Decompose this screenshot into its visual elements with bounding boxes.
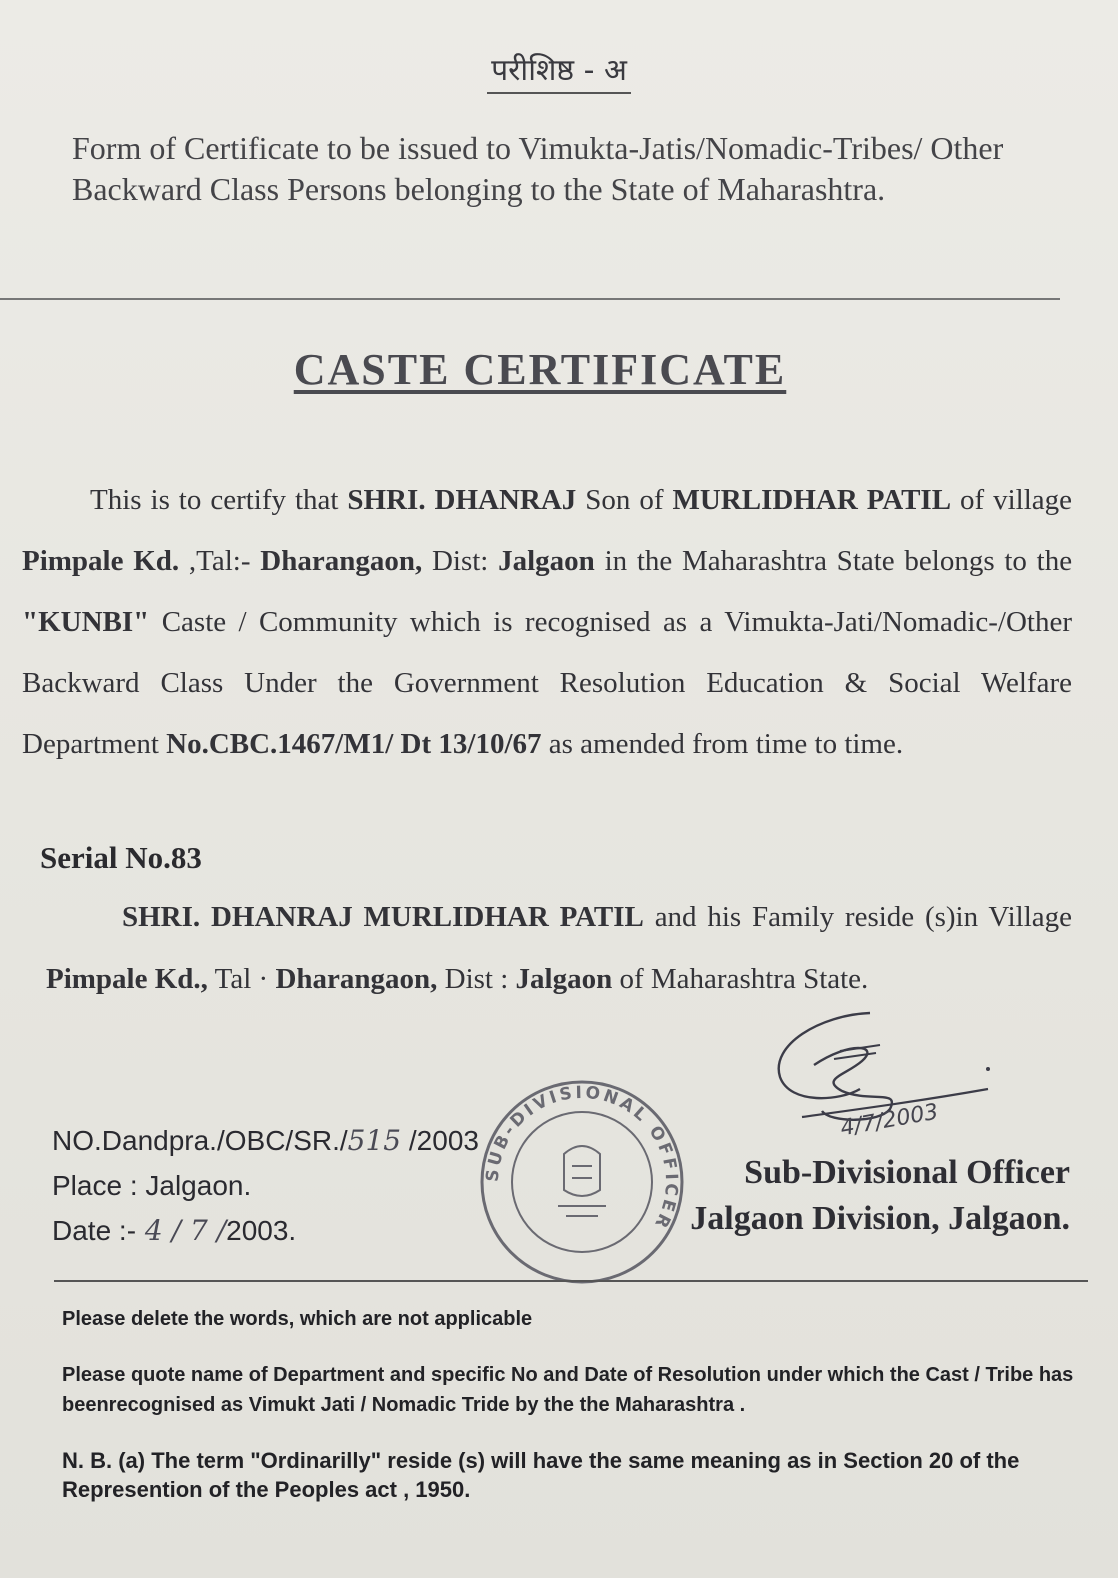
divider-top (0, 298, 1060, 300)
seal-text: SUB-DIVISIONAL OFFICER (482, 1082, 682, 1234)
taluka-name: Dharangaon, (260, 545, 423, 577)
reference-block (52, 1118, 522, 1253)
issue-date: Date :- 4 / 7 /2003. (52, 1214, 297, 1247)
father-name: MURLIDHAR PATIL (672, 484, 952, 516)
district-name: Jalgaon (498, 545, 595, 577)
note-quote-department: Please quote name of Department and specific No and Date of Resolution under which the Cast / Tribe has beenrecognised as Vimukt Jati / Nomadic Tride by the the Maharashtra . (62, 1364, 1074, 1416)
office: Jalgaon Division, Jalgaon. (690, 1200, 1070, 1237)
village-name: Pimpale Kd. (22, 545, 180, 577)
certification-paragraph: This is to certify that SHRI. DHANRAJ Son of MURLIDHAR PATIL of village Pimpale Kd. ,Tal:- Dharangaon, Dist: Jalgaon in the Maharashtra State belongs to the "KUNBI" Caste / Community which is recognised as a Vimukta-Jati/Nomadic-/Other Backward Class Under the Government Resolution Education & Social Welfare Department No.CBC.1467/M1/ Dt 13/10/67 as amended from time to time. (22, 484, 1073, 760)
reference-number: NO.Dandpra./OBC/SR./515 /2003 (52, 1124, 479, 1157)
place: Place : Jalgaon. (52, 1170, 252, 1201)
emblem-icon (558, 1146, 606, 1216)
full-name: SHRI. DHANRAJ MURLIDHAR PATIL (122, 901, 644, 933)
holder-name: SHRI. DHANRAJ (347, 484, 577, 516)
certificate-heading: CASTE CERTIFICATE (293, 345, 787, 394)
annexure-label: परीशिष्ठ - अ (0, 48, 1118, 89)
signatory-block (600, 1150, 1070, 1242)
resolution-number: No.CBC.1467/M1/ Dt 13/10/67 (166, 728, 542, 760)
form-title: Form of Certificate to be issued to Vimukta-Jatis/Nomadic-Tribes/ Other Backward Class Persons belonging to the State of Maharashtra. (72, 130, 1004, 207)
designation: Sub-Divisional Officer (744, 1154, 1070, 1191)
footnotes (62, 1304, 1082, 1530)
note-delete-words: Please delete the words, which are not applicable (62, 1308, 533, 1330)
signature-date: 4/7/2003 (838, 1099, 941, 1142)
serial-number: Serial No.83 (40, 840, 202, 875)
residence-paragraph: SHRI. DHANRAJ MURLIDHAR PATIL and his Family reside (s)in Village Pimpale Kd., Tal · Dharangaon, Dist : Jalgaon of Maharashtra State. (46, 901, 1072, 995)
divider-bottom (54, 1280, 1088, 1282)
note-nb: N. B. (a) The term "Ordinarilly" reside (s) will have the same meaning as in Section 20 of the Represention of the Peoples act , 1950. (62, 1448, 1020, 1502)
caste-name: "KUNBI" (22, 606, 150, 638)
